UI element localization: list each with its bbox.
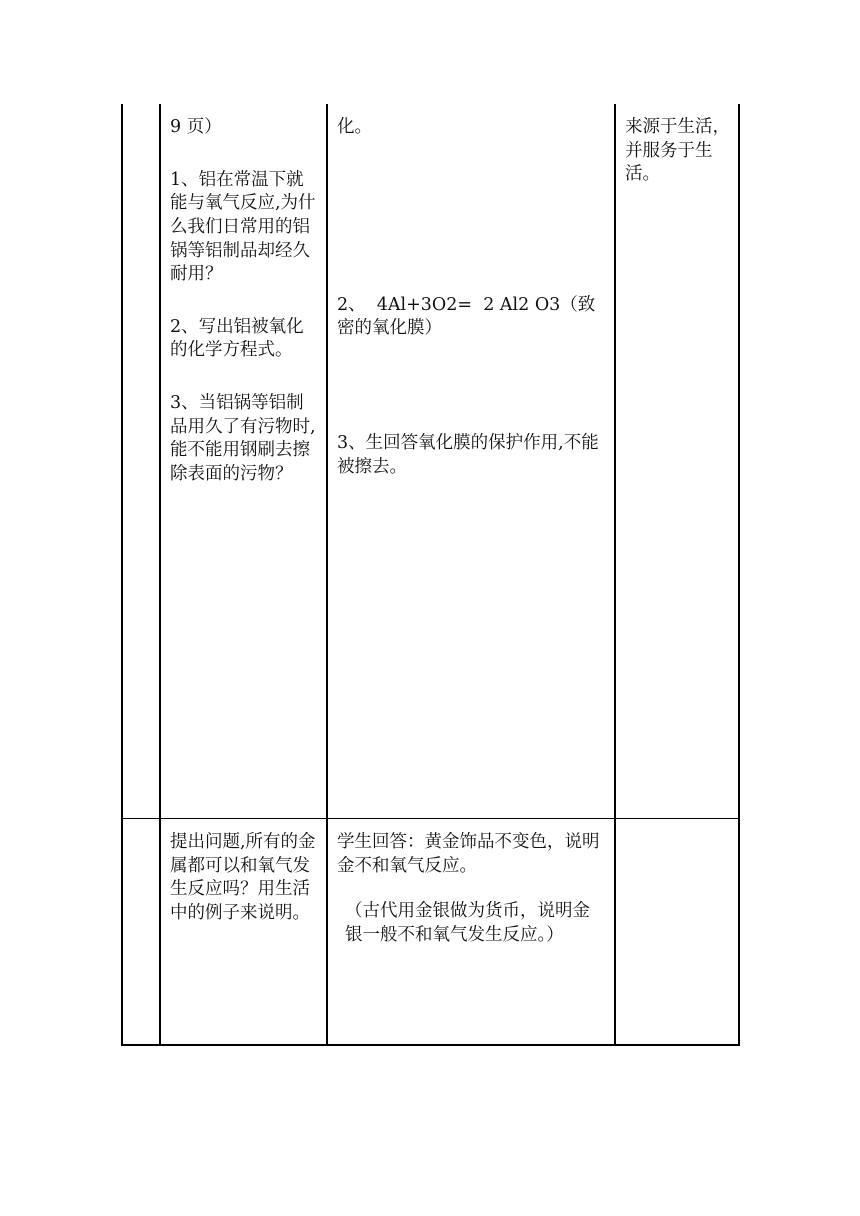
question-text: 3、当铝锅等铝制品用久了有污物时,能不能用钢刷去擦除表面的污物？	[170, 393, 316, 484]
lesson-plan-table	[121, 104, 740, 1046]
design-intent-cell	[615, 104, 739, 819]
table-row	[122, 819, 739, 1046]
intent-text: 来源于生活，并服务于生活。	[625, 117, 730, 185]
question-text: 1、铝在常温下就能与氧气反应,为什么我们日常用的铝锅等铝制品却经久耐用？	[170, 169, 316, 285]
student-activity-cell	[327, 819, 615, 1046]
question-text: 提出问题,所有的金属都可以和氧气发生反应吗？用生活中的例子来说明。	[170, 832, 316, 923]
stage-cell	[122, 104, 160, 819]
teacher-activity-cell	[160, 819, 327, 1046]
answer-text: 3、生回答氧化膜的保护作用,不能被擦去。	[337, 432, 599, 477]
design-intent-cell	[615, 819, 739, 1046]
answer-text: 学生回答：黄金饰品不变色，说明金不和氧气反应。	[337, 832, 600, 876]
answer-text: 2、 4Al+3O2= 2 Al2 O3（致密的氧化膜）	[337, 294, 596, 339]
answer-text: 化。	[337, 117, 372, 137]
question-text: 9 页）	[170, 117, 222, 137]
table-row	[122, 104, 739, 819]
stage-cell	[122, 819, 160, 1046]
student-activity-cell	[327, 104, 615, 819]
teacher-activity-cell	[160, 104, 327, 819]
answer-text: （古代用金银做为货币，说明金银一般不和氧气发生反应。）	[345, 901, 590, 945]
question-text: 2、写出铝被氧化的化学方程式。	[170, 316, 304, 361]
